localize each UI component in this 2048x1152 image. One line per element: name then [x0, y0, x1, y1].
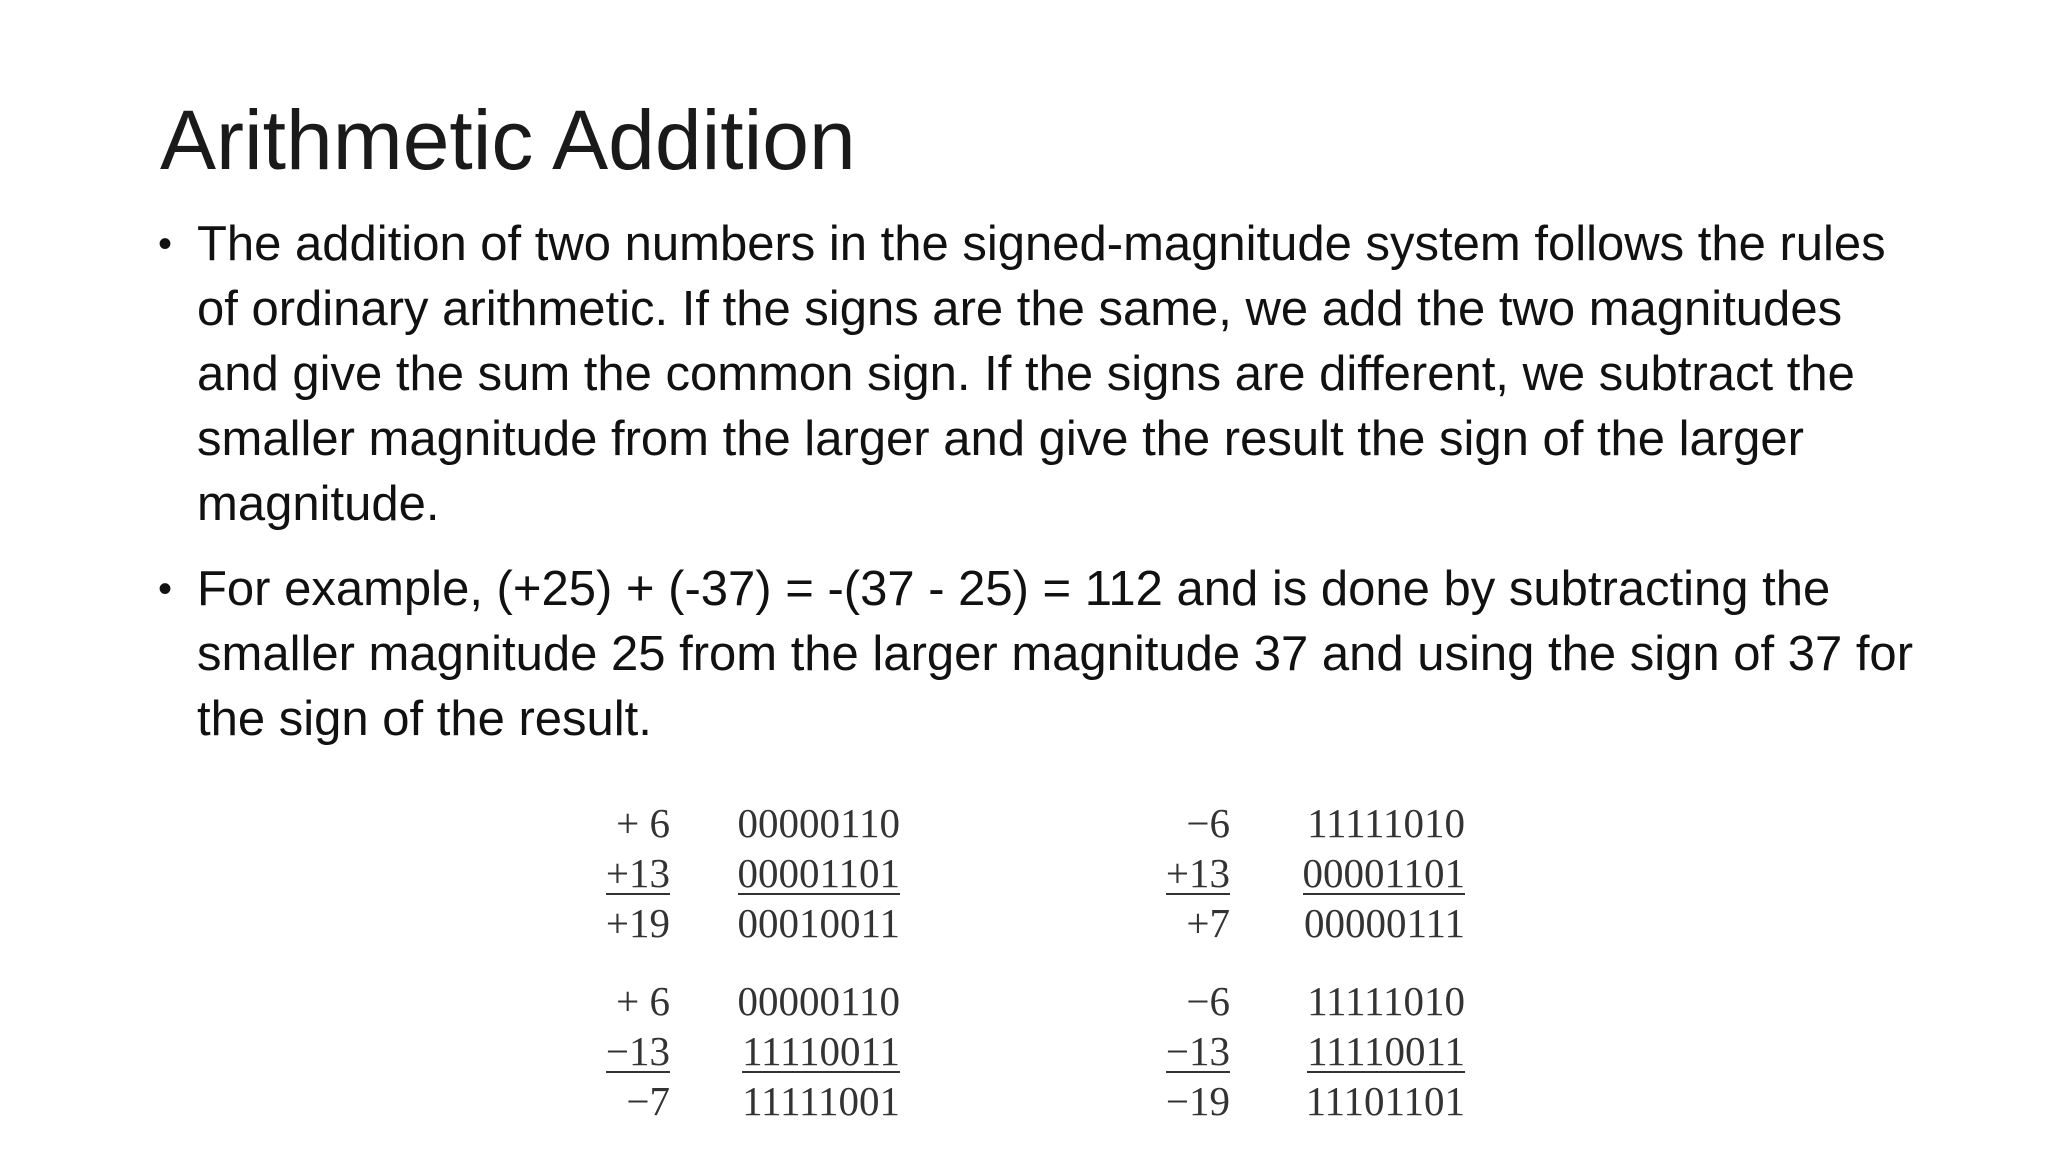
- operand: 11111010: [1307, 978, 1465, 1024]
- example-3-binary: [700, 976, 900, 1126]
- operand: 11110011: [742, 1028, 900, 1074]
- example-1-decimal: [560, 798, 670, 948]
- sum: 11111001: [742, 1078, 900, 1124]
- bullet-text: For example, (+25) + (-37) = -(37 - 25) = 112 and is done by subtracting the smaller magnitude 25 from the larger magnitude 37 and using the sign of 37 for the sign of the result.: [197, 562, 1914, 746]
- example-2-binary: [1265, 798, 1465, 948]
- sum: −19: [1165, 1078, 1230, 1124]
- sum: +19: [605, 900, 670, 946]
- operand: −13: [605, 1028, 670, 1074]
- operand: 00001101: [737, 850, 900, 896]
- sum: −7: [626, 1078, 670, 1124]
- operand: −13: [1165, 1028, 1230, 1074]
- example-2-decimal: [1120, 798, 1230, 948]
- sum: 11101101: [1305, 1078, 1465, 1124]
- example-3-decimal: [560, 976, 670, 1126]
- bullet-dot-icon: •: [158, 567, 173, 611]
- sum: +7: [1186, 900, 1230, 946]
- sum: 00000111: [1304, 900, 1465, 946]
- sum: 00010011: [737, 900, 900, 946]
- example-4-decimal: [1120, 976, 1230, 1126]
- operand: + 6: [616, 800, 670, 846]
- operand: −6: [1186, 800, 1230, 846]
- bullet-item: [160, 212, 1920, 537]
- operand: 00001101: [1302, 850, 1465, 896]
- slide-title: Arithmetic Addition: [160, 93, 856, 187]
- operand: 00000110: [737, 978, 900, 1024]
- bullet-text: The addition of two numbers in the signed-magnitude system follows the rules of ordinary arithmetic. If the signs are the same, we add the two magnitudes and give the sum the common sign. If the signs are different, we subtract the smaller magnitude from the larger and give the result the sign of the larger magnitude.: [197, 217, 1886, 531]
- bullet-item: [160, 557, 1920, 752]
- bullet-list: [160, 212, 1920, 752]
- operand: −6: [1186, 978, 1230, 1024]
- operand: 11111010: [1307, 800, 1465, 846]
- bullet-dot-icon: •: [158, 222, 173, 266]
- operand: +13: [605, 850, 670, 896]
- example-4-binary: [1265, 976, 1465, 1126]
- twos-complement-examples: [0, 798, 2048, 1138]
- operand: +13: [1165, 850, 1230, 896]
- operand: 00000110: [737, 800, 900, 846]
- example-1-binary: [700, 798, 900, 948]
- operand: 11110011: [1307, 1028, 1465, 1074]
- operand: + 6: [616, 978, 670, 1024]
